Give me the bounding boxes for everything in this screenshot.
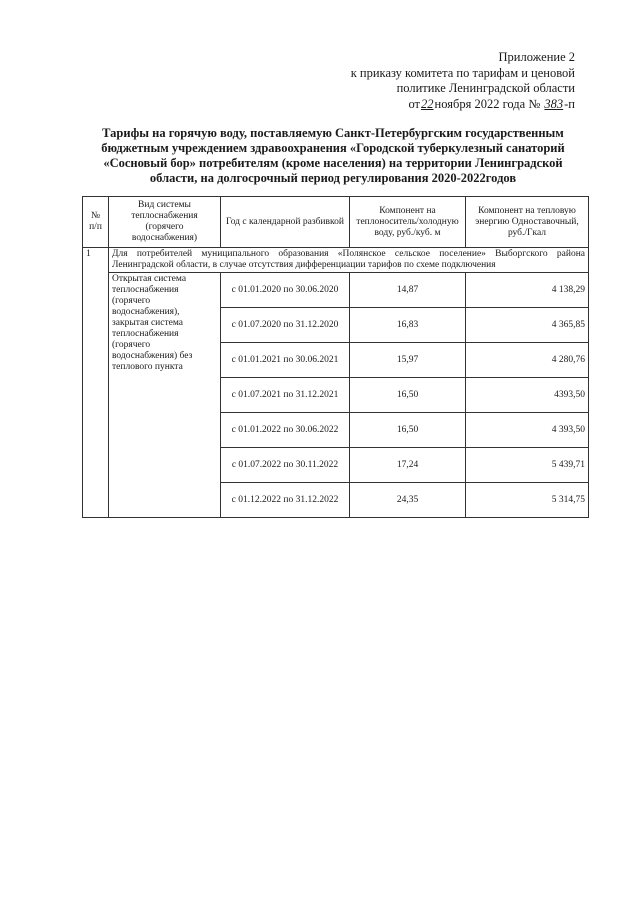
consumer-note: Для потребителей муниципального образования «Полянское сельское поселение» Выборгского района Ленинградской области, в случае отсутствия дифференциации тарифов по схеме подключения <box>109 248 589 273</box>
energy-value: 4 280,76 <box>466 343 589 378</box>
header-energy: Компонент на тепловую энергию Одноставочный, руб./Гкал <box>466 197 589 248</box>
period-cell: с 01.07.2021 по 31.12.2021 <box>221 378 350 413</box>
order-day: 22 <box>421 96 434 111</box>
table-row <box>83 248 589 273</box>
energy-value: 5 439,71 <box>466 448 589 483</box>
carrier-value: 16,50 <box>350 378 466 413</box>
carrier-value: 24,35 <box>350 483 466 518</box>
energy-value: 4393,50 <box>466 378 589 413</box>
carrier-value: 15,97 <box>350 343 466 378</box>
appendix-header <box>351 50 575 112</box>
header-period: Год с календарной разбивкой <box>221 197 350 248</box>
order-reference-line: к приказу комитета по тарифам и ценовой <box>350 65 575 80</box>
period-cell: с 01.01.2022 по 30.06.2022 <box>221 413 350 448</box>
period-cell: с 01.07.2020 по 31.12.2020 <box>221 308 350 343</box>
order-suffix: -п <box>564 96 575 111</box>
period-cell: с 01.01.2020 по 30.06.2020 <box>221 273 350 308</box>
period-cell: с 01.12.2022 по 31.12.2022 <box>221 483 350 518</box>
energy-value: 4 138,29 <box>466 273 589 308</box>
table-header-row <box>83 197 589 248</box>
carrier-value: 16,50 <box>350 413 466 448</box>
tariff-table <box>82 196 589 518</box>
committee-name-line: политике Ленинградской области <box>396 81 575 95</box>
from-prefix: от <box>408 96 421 111</box>
header-num: № п/п <box>83 197 109 248</box>
period-cell: с 01.07.2022 по 30.11.2022 <box>221 448 350 483</box>
table-row <box>83 273 589 308</box>
energy-value: 5 314,75 <box>466 483 589 518</box>
row-number: 1 <box>83 248 109 518</box>
header-carrier: Компонент на теплоноситель/холодную воду, руб./куб. м <box>350 197 466 248</box>
order-month-year: ноября 2022 года № <box>434 96 541 111</box>
document-title: Тарифы на горячую воду, поставляемую Санкт-Петербургским государственным бюджетным учреждением здравоохранения «Городской туберкулезный санаторий «Сосновый бор» потребителям (кроме населения) на территории Ленинградской области, на долгосрочный период регулирования 2020-2022годов <box>101 126 565 185</box>
period-cell: с 01.01.2021 по 30.06.2021 <box>221 343 350 378</box>
energy-value: 4 393,50 <box>466 413 589 448</box>
appendix-label: Приложение 2 <box>498 50 575 64</box>
order-number: 383 <box>544 96 564 111</box>
carrier-value: 17,24 <box>350 448 466 483</box>
carrier-value: 16,83 <box>350 308 466 343</box>
energy-value: 4 365,85 <box>466 308 589 343</box>
carrier-value: 14,87 <box>350 273 466 308</box>
system-type: Открытая система теплоснабжения (горячего водоснабжения), закрытая система теплоснабжения (горячего водоснабжения) без теплового пункта <box>109 273 221 518</box>
header-system: Вид системы теплоснабжения (горячего водоснабжения) <box>109 197 221 248</box>
order-date-line <box>351 97 575 113</box>
